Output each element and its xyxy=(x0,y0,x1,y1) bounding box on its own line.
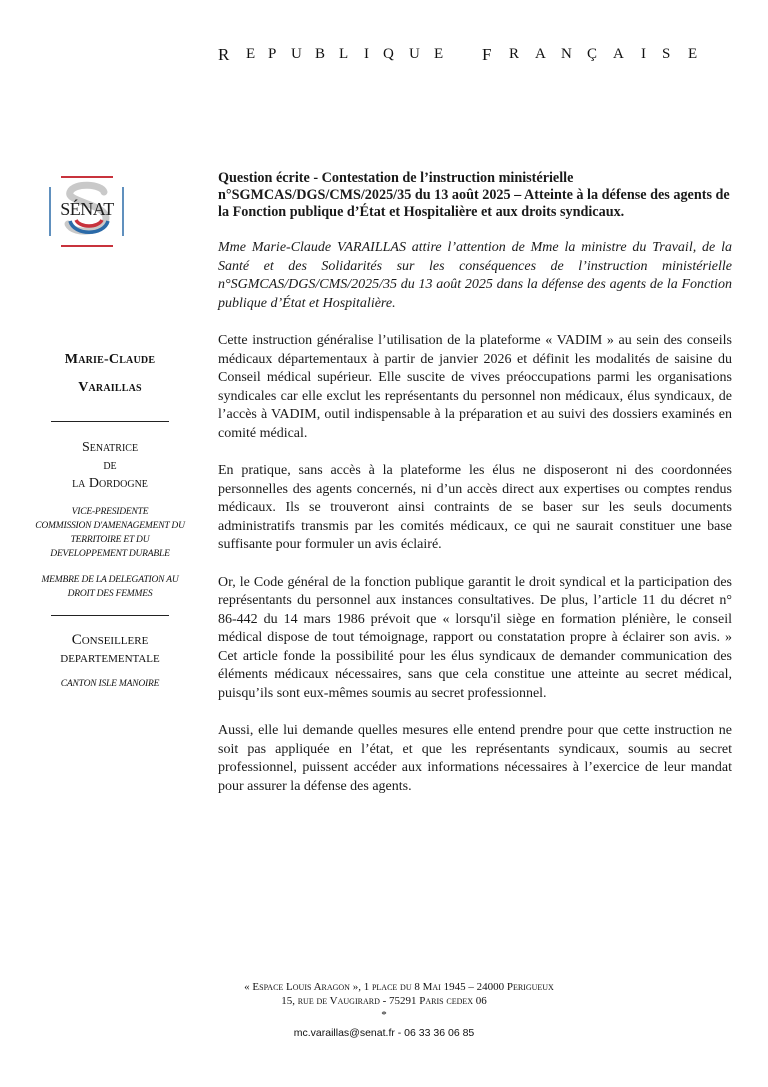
header-letter: E xyxy=(246,46,256,62)
council-line: departementale xyxy=(60,650,160,666)
sidebar-senator-info xyxy=(30,348,190,691)
question-body xyxy=(218,170,732,815)
canton-label: CANTON ISLE MANOIRE xyxy=(60,679,160,689)
senator-first-name: Marie-Claude xyxy=(64,352,156,367)
header-letter: A xyxy=(613,46,624,62)
header-letter: L xyxy=(339,46,349,62)
header-letter: P xyxy=(268,46,277,62)
question-title: Question écrite - Contestation de l’instruction ministérielle n°SGMCAS/DGS/CMS/2025/35 du 13 août 2025 – Atteinte à la défense des agents de la Fonction publique d’État et Hospitalière et aux droits syndicaux. xyxy=(218,170,730,220)
header-letter: R xyxy=(509,46,520,62)
role-line: de xyxy=(103,458,117,473)
role-line: Senatrice xyxy=(81,440,139,455)
header-letter: F xyxy=(482,45,492,64)
header-letter: A xyxy=(535,46,546,62)
question-paragraph: Cette instruction généralise l’utilisation de la plateforme « VADIM » au sein des conseils médicaux départementaux à partir de janvier 2026 et définit les modalités de saisine du Conseil médical supérieur. Elle suscite de vives préoccupations parmi les organisations syndicales car elle exclut les représentants du personnel non médicaux, élus syndicaux, de l’accès à VADIM, outil indispensable à la préparation et au suivi des dossiers examinés en comité médical. xyxy=(218,333,732,441)
header-letter: E xyxy=(434,46,444,62)
delegation-line: DROIT DES FEMMES xyxy=(67,589,153,599)
role-line: la Dordogne xyxy=(72,476,148,491)
commission-line: DEVELOPPEMENT DURABLE xyxy=(50,549,170,559)
header-letter: N xyxy=(561,46,572,62)
council-line: Conseillere xyxy=(71,632,149,648)
logo-red-arc xyxy=(76,220,102,226)
header-letter: R xyxy=(218,45,230,64)
footer-address-local: « Espace Louis Aragon », 1 place du 8 Mai 1945 – 24000 Perigueux xyxy=(244,981,554,993)
delegation-line: MEMBRE DE LA DELEGATION AU xyxy=(41,575,179,585)
commission-line: VICE-PRESIDENTE xyxy=(71,507,149,517)
footer-separator: * xyxy=(381,1009,387,1021)
footer-address-paris: 15, rue de Vaugirard - 75291 Paris cedex 06 xyxy=(281,995,487,1007)
question-paragraph: En pratique, sans accès à la plateforme les élus ne disposeront ni des coordonnées personnelles des agents concernés, ni d’un accès direct aux expertises ou comptes rendus médicaux. Ils se trouveront ainsi contraints de se baser sur les seuls documents administratifs transmis par les comités médicaux, ce qui ne saurait constituer une base suffisante pour formuler un avis éclairé. xyxy=(218,463,732,552)
senat-logo-graphic xyxy=(44,170,134,250)
footer-contact xyxy=(0,980,768,1040)
logo-text: SÉNAT xyxy=(60,199,114,219)
commission-line: COMMISSION D'AMENAGEMENT DU xyxy=(35,521,185,531)
header-letter: U xyxy=(409,46,420,62)
question-paragraph: Or, le Code général de la fonction publique garantit le droit syndical et la participation des représentants du personnel aux instances consultatives. De plus, l’article 11 du décret n° 86-442 du 14 mars 1986 prévoit que « lorsqu'il siège en formation plénière, le conseil médical dispose de tout témoignage, rapport ou constatation propre à éclairer son avis. » Cet article fonde la possibilité pour les élus syndicaux de demander communication des éléments médicaux nécessaires, sans que cela constitue une atteinte au secret médical, puisqu’ils sont eux-mêmes soumis au secret professionnel. xyxy=(218,574,732,701)
header-letter: Q xyxy=(383,46,394,62)
header-letter: E xyxy=(688,46,698,62)
question-intro: Mme Marie-Claude VARAILLAS attire l’attention de Mme la ministre du Travail, de la Santé et des Solidarités sur les conséquences de l’instruction ministérielle n°SGMCAS/DGS/CMS/2025/35 du 13 août 2025 dans la défense des agents de la Fonction publique d’État et Hospitalière. xyxy=(218,240,732,311)
commission-line: TERRITOIRE ET DU xyxy=(70,535,150,545)
senator-last-name: Varaillas xyxy=(78,380,142,395)
footer-email-phone[interactable]: mc.varaillas@senat.fr - 06 33 36 06 85 xyxy=(293,1027,475,1039)
question-paragraph: Aussi, elle lui demande quelles mesures elle entend prendre pour que cette instruction ne soit pas appliquée en l’état, et que les représentants syndicaux, soumis au secret professionnel, puissent accéder aux informations nécessaires à l’exercice de leur mandat pour assurer la défense des agents. xyxy=(218,723,732,794)
header-letter: S xyxy=(662,46,671,62)
header-letter: U xyxy=(291,46,302,62)
senat-logo xyxy=(44,170,134,250)
header-letter: I xyxy=(641,46,646,62)
header-letter: Ç xyxy=(587,46,598,62)
header-letter: B xyxy=(315,46,326,62)
header-letter: I xyxy=(364,46,369,62)
